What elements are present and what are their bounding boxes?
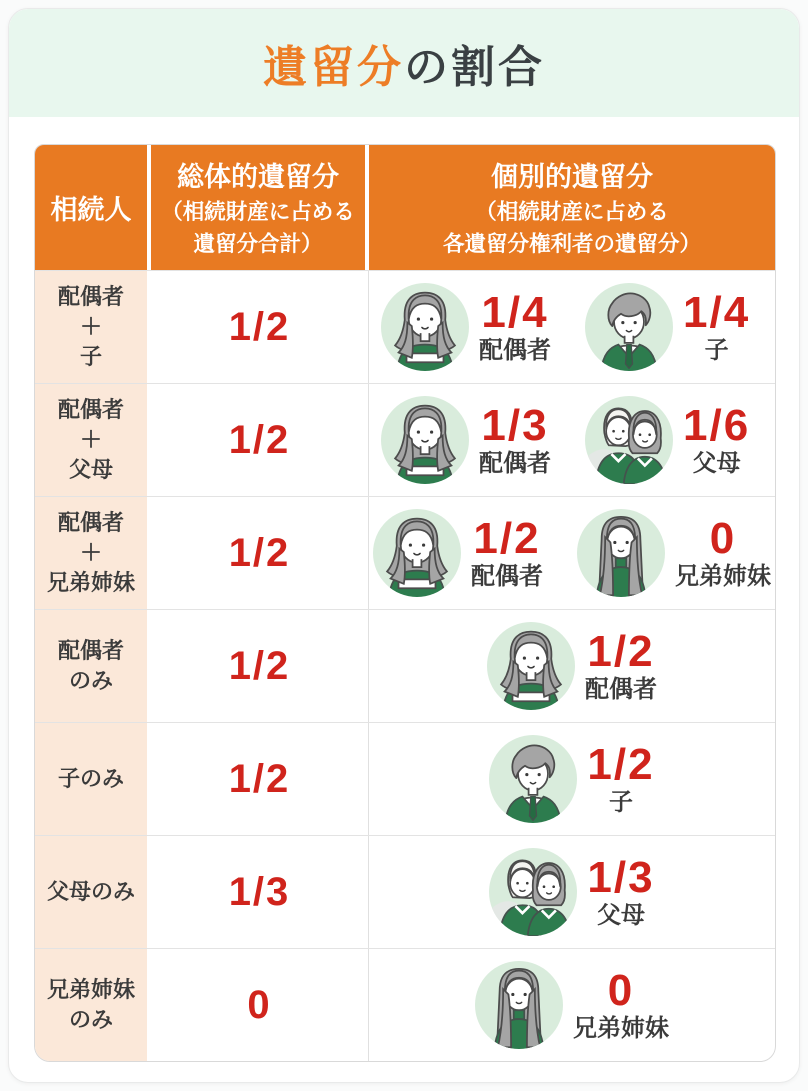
person-label: 配偶者 — [471, 562, 543, 590]
sister-woman-icon — [577, 509, 665, 597]
person-entry — [373, 509, 551, 597]
table-row — [35, 270, 775, 383]
person-entry — [381, 396, 559, 484]
person-entry — [487, 622, 657, 710]
table-row — [35, 948, 775, 1061]
person-entry — [475, 961, 669, 1049]
son-man-icon — [585, 283, 673, 371]
person-entry — [381, 283, 559, 371]
spouse-woman-icon — [381, 396, 469, 484]
person-fraction: 1/4 — [683, 287, 751, 337]
person-fraction: 1/2 — [587, 739, 655, 789]
table-row — [35, 722, 775, 835]
individual-cell — [369, 384, 775, 496]
heir-cell: 配偶者 のみ — [35, 610, 151, 722]
overall-fraction-cell — [151, 723, 369, 835]
person-fraction: 0 — [607, 965, 635, 1015]
legally-reserved-portion-table — [34, 144, 776, 1062]
person-fraction: 0 — [709, 513, 737, 563]
person-entry — [585, 283, 763, 371]
sister-woman-icon — [475, 961, 563, 1049]
overall-fraction-cell — [151, 836, 369, 948]
person-entry — [489, 735, 654, 823]
header-individual-note: （相続財産に占める 各遺留分権利者の遺留分） — [442, 200, 701, 256]
person-fraction: 1/3 — [481, 400, 549, 450]
person-fraction: 1/2 — [473, 513, 541, 563]
heir-cell: 配偶者 ＋ 父母 — [35, 384, 151, 496]
header-overall-note: （相続財産に占める 遺留分合計） — [161, 200, 355, 256]
individual-cell — [369, 271, 775, 383]
individual-cell — [369, 610, 775, 722]
overall-fraction: 1/2 — [228, 304, 291, 349]
elderly-parents-icon — [489, 848, 577, 936]
overall-fraction-cell — [151, 949, 369, 1061]
title-highlight: 遺留分 — [263, 43, 404, 92]
overall-fraction: 0 — [247, 982, 272, 1027]
person-label: 父母 — [596, 901, 645, 929]
overall-fraction-cell — [151, 497, 369, 609]
overall-fraction: 1/2 — [228, 756, 291, 801]
table-row — [35, 609, 775, 722]
son-man-icon — [489, 735, 577, 823]
individual-cell — [369, 723, 775, 835]
overall-fraction-cell — [151, 384, 369, 496]
overall-fraction-cell — [151, 610, 369, 722]
spouse-woman-icon — [373, 509, 461, 597]
title-rest: の割合 — [404, 43, 545, 92]
person-label: 配偶者 — [585, 675, 657, 703]
header-individual-title: 個別的遺留分 — [491, 162, 653, 193]
page-title — [263, 31, 545, 95]
table-row — [35, 383, 775, 496]
elderly-parents-icon — [585, 396, 673, 484]
individual-cell — [369, 949, 775, 1061]
person-fraction: 1/3 — [587, 852, 655, 902]
spouse-woman-icon — [381, 283, 469, 371]
overall-fraction-cell — [151, 271, 369, 383]
person-label: 兄弟姉妹 — [675, 562, 771, 590]
person-label: 兄弟姉妹 — [573, 1014, 669, 1042]
person-fraction: 1/6 — [683, 400, 751, 450]
individual-cell — [369, 497, 775, 609]
overall-fraction: 1/2 — [228, 417, 291, 462]
person-fraction: 1/2 — [587, 626, 655, 676]
header-overall-title: 総体的遺留分 — [177, 162, 339, 193]
spouse-woman-icon — [487, 622, 575, 710]
header-individual-portion — [369, 145, 775, 270]
title-band — [9, 9, 799, 117]
heir-cell: 子のみ — [35, 723, 151, 835]
person-label: 子 — [608, 788, 633, 816]
heir-cell: 父母のみ — [35, 836, 151, 948]
person-label: 父母 — [692, 449, 741, 477]
individual-cell — [369, 836, 775, 948]
infographic-card — [8, 8, 800, 1083]
table-header-row — [35, 145, 775, 270]
header-overall-portion — [151, 145, 369, 270]
person-label: 配偶者 — [479, 336, 551, 364]
person-label: 子 — [704, 336, 729, 364]
overall-fraction: 1/2 — [228, 643, 291, 688]
overall-fraction: 1/2 — [228, 530, 291, 575]
person-entry — [489, 848, 654, 936]
table-row — [35, 496, 775, 609]
person-fraction: 1/4 — [481, 287, 549, 337]
overall-fraction: 1/3 — [228, 869, 291, 914]
heir-cell: 配偶者 ＋ 兄弟姉妹 — [35, 497, 151, 609]
table-row — [35, 835, 775, 948]
header-heir: 相続人 — [35, 145, 151, 270]
heir-cell: 兄弟姉妹 のみ — [35, 949, 151, 1061]
person-label: 配偶者 — [479, 449, 551, 477]
person-entry — [577, 509, 771, 597]
person-entry — [585, 396, 763, 484]
heir-cell: 配偶者 ＋ 子 — [35, 271, 151, 383]
